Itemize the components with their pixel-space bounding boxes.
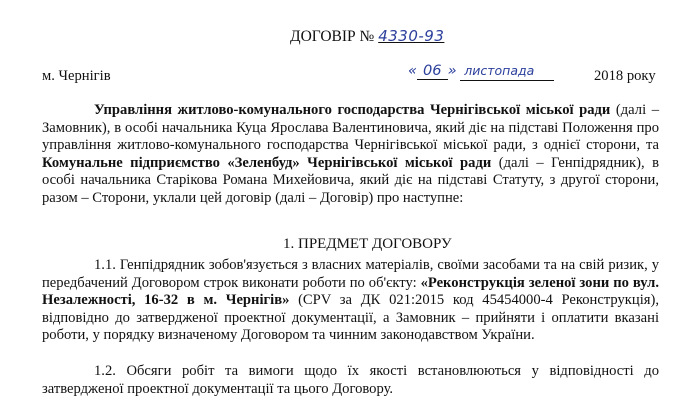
date-month-handwritten: листопада <box>460 62 554 81</box>
contract-number-handwritten: 4330-93 <box>378 27 445 45</box>
clause-1-1 <box>42 257 659 345</box>
contract-title-prefix: ДОГОВІР № <box>290 28 375 45</box>
contractor-description: (далі – Генпідрядник), в особі начальника Старікова Романа Михейовича, який діє на підставі Статуту, з другої сторони, разом – Сторони, уклали цей договір (далі – Договір) про наступне: <box>42 154 659 206</box>
clause-1-2: 1.2. Обсяги робіт та вимоги щодо їх якості встановлюються у відповідності до затвердженої проектної документації та цього Договору. <box>42 363 659 397</box>
customer-description: (далі – Замовник), в особі начальника Куца Ярослава Валентиновича, який діє на підставі Положення про управління житлово-комунального господарства Чернігівської міської ради, з однієї сторони, та <box>42 102 659 154</box>
customer-name: Управління житлово-комунального господарства Чернігівської міської ради <box>94 102 611 118</box>
contract-title <box>290 28 444 46</box>
date-day-handwritten: 06 <box>417 62 448 80</box>
clause-1-1-object: «Реконструкція зеленої зони по вул. Незалежності, 16-32 в м. Чернігів» <box>42 274 659 309</box>
city-label: м. Чернігів <box>42 68 111 84</box>
clause-1-1-text-b: (CPV за ДК 021:2015 код 45454000-4 Реконструкція), відповідно до затвердженої проектної документації, а Замовник – прийняти і оплатити вказані роботи, у порядку визначеному Договором та чинним законодавством України. <box>42 292 659 344</box>
contractor-name: Комунальне підприємство «Зеленбуд» Чернігівської міської ради <box>42 154 492 171</box>
preamble-paragraph <box>42 102 659 208</box>
date-line <box>408 62 554 81</box>
section-heading: 1. ПРЕДМЕТ ДОГОВОРУ <box>283 236 452 252</box>
date-open-quote: « <box>408 62 418 79</box>
date-year: 2018 року <box>594 68 656 84</box>
date-close-quote: » <box>447 62 457 79</box>
clause-1-1-text-a: 1.1. Генпідрядник зобов'язується з власних матеріалів, своїми засобами та на свій ризик, у передбачений Договором строк виконати роботи по об'єкту: <box>42 257 659 291</box>
